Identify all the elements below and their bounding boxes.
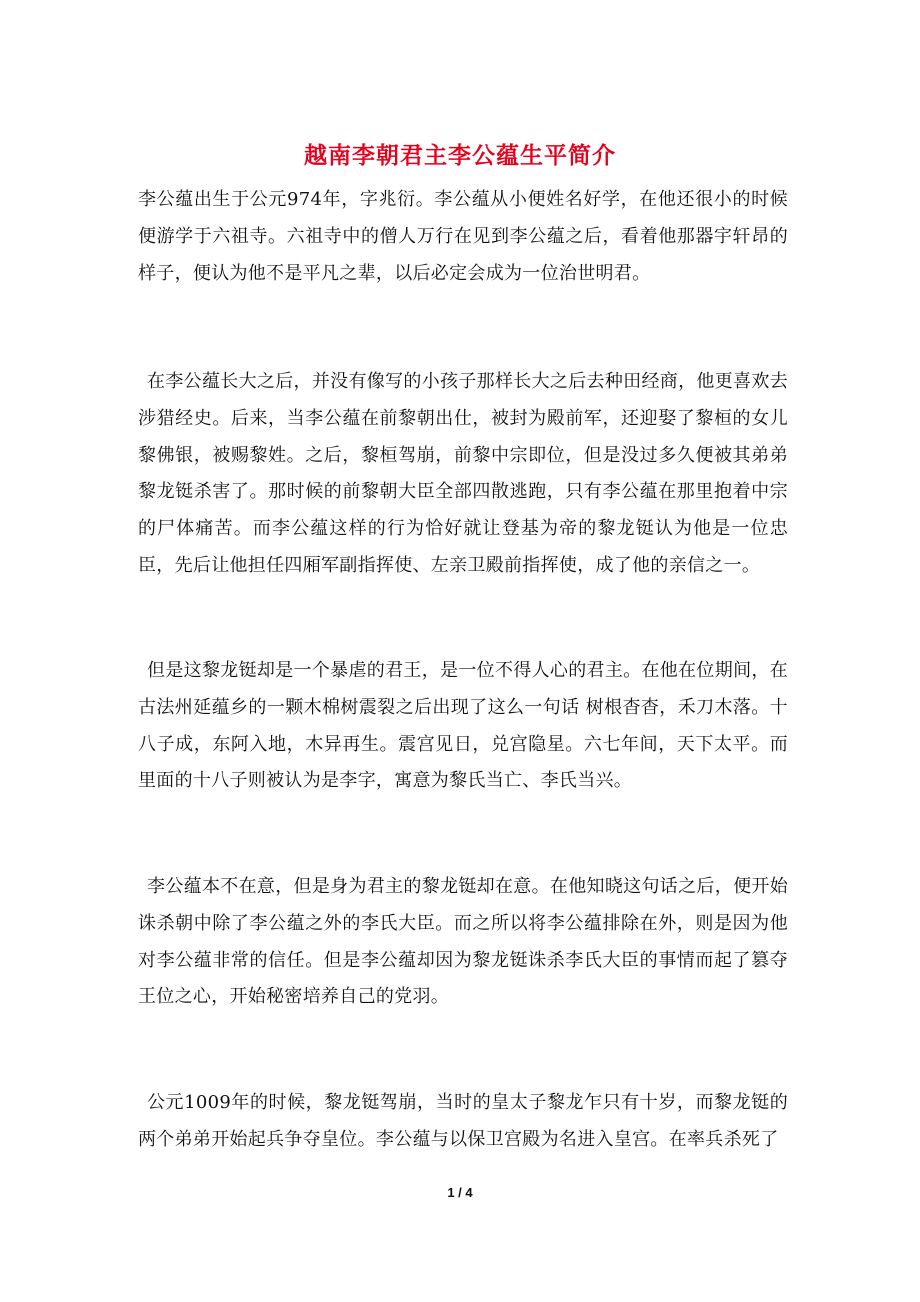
page-number: 1 / 4 xyxy=(447,1185,473,1200)
paragraph-2: 在李公蕴长大之后，并没有像写的小孩子那样长大之后去种田经商，他更喜欢去涉猎经史。后来，当李公蕴在前黎朝出仕，被封为殿前军，还迎娶了黎桓的女儿黎佛银，被赐黎姓。之后，黎桓驾崩，前黎中宗即位，但是没过多久便被其弟弟黎龙铤杀害了。那时候的前黎朝大臣全部四散逃跑，只有李公蕴在那里抱着中宗的尸体痛苦。而李公蕴这样的行为恰好就让登基为帝的黎龙铤认为他是一位忠臣，先后让他担任四厢军副指挥使、左亲卫殿前指挥使，成了他的亲信之一。 xyxy=(138,371,788,576)
paragraph-4: 李公蕴本不在意，但是身为君主的黎龙铤却在意。在他知晓这句话之后，便开始诛杀朝中除了李公蕴之外的李氏大臣。而之所以将李公蕴排除在外，则是因为他对李公蕴非常的信任。但是李公蕴却因为黎龙铤诛杀李氏大臣的事情而起了篡夺王位之心，开始秘密培养自己的党羽。 xyxy=(138,876,788,1008)
paragraph-5: 公元1009年的时候，黎龙铤驾崩，当时的皇太子黎龙乍只有十岁，而黎龙铤的两个弟弟开始起兵争夺皇位。李公蕴与以保卫宫殿为名进入皇宫。在率兵杀死了 xyxy=(138,1092,788,1150)
paragraph-1: 李公蕴出生于公元974年，字兆衍。李公蕴从小便姓名好学，在他还很小的时候便游学于六祖寺。六祖寺中的僧人万行在见到李公蕴之后，看着他那器宇轩昂的样子，便认为他不是平凡之辈，以后必定会成为一位治世明君。 xyxy=(138,189,788,284)
paragraph-3: 但是这黎龙铤却是一个暴虐的君王，是一位不得人心的君主。在他在位期间，在古法州延蕴乡的一颗木棉树震裂之后出现了这么一句话 树根杳杳，禾刀木落。十八子成，东阿入地，木异再生。震宫见日，兑宫隐星。六七年间，天下太平。而里面的十八子则被认为是李字，寓意为黎氏当亡、李氏当兴。 xyxy=(138,660,788,792)
document-title: 越南李朝君主李公蕴生平简介 xyxy=(304,142,616,169)
